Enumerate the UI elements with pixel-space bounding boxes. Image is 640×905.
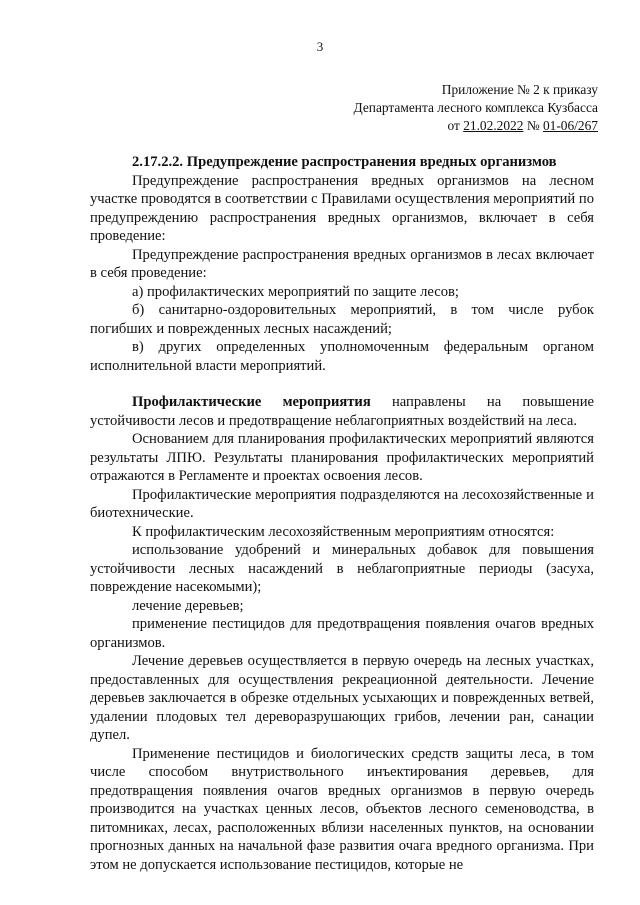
date-prefix: от (447, 118, 460, 133)
paragraph-10: использование удобрений и минеральных добавок для повышения устойчивости лесных насаждений в неблагоприятные периоды (засуха, повреждение насекомыми); (90, 542, 594, 595)
document-body (90, 153, 594, 874)
paragraph-13: Лечение деревьев осуществляется в первую очередь на лесных участках, предоставленных для осуществления рекреационной деятельности. Лечение деревьев заключается в обрезке отдельных усыхающих и поврежденных ветвей, удалении плодовых тел дереворазрушающих грибов, лечении ран, санации дупел. (90, 653, 594, 743)
paragraph-1: Предупреждение распространения вредных организмов на лесном участке проводятся в соответствии с Правилами осуществления мероприятий по предупреждению распространения вредных организмов, включает в себя проведение: (90, 172, 594, 244)
bold-term: Профилактические мероприятия (132, 394, 371, 410)
section-title: 2.17.2.2. Предупреждение распространения вредных организмов (132, 154, 557, 170)
paragraph-2: Предупреждение распространения вредных организмов в лесах включает в себя проведение: (90, 246, 594, 281)
paragraph-7: Основанием для планирования профилактических мероприятий являются результаты ЛПЮ. Результаты планирования профилактических мероприятий отражаются в Регламенте и проектах освоения лесов. (90, 431, 594, 484)
paragraph-6 (90, 393, 594, 430)
header-line-3 (354, 117, 598, 135)
order-date: 21.02.2022 (463, 118, 524, 133)
list-item-c: в) других определенных уполномоченным федеральным органом исполнительной власти мероприятий. (90, 339, 594, 374)
list-item-b: б) санитарно-оздоровительных мероприятий, в том числе рубок погибших и поврежденных лесных насаждений; (90, 302, 594, 337)
paragraph-11: лечение деревьев; (132, 597, 244, 614)
order-number: 01-06/267 (542, 118, 598, 133)
paragraph-14: Применение пестицидов и биологических средств защиты леса, в том числе способом внутриствольного инъектирования деревьев, для предотвращения появления очагов вредных организмов в первую очередь производится на участках ценных лесов, объектов лесного семеноводства, в питомниках, лесах, расположенных вблизи населенных пунктов, на основании прогнозных данных на начальной фазе развития очага вредного организма. При этом не допускается использование пестицидов, которые не (90, 745, 594, 873)
appendix-header (354, 81, 598, 135)
header-line-2: Департамента лесного комплекса Кузбасса (353, 100, 598, 115)
page-number: 3 (316, 39, 324, 54)
number-prefix: № (526, 118, 540, 133)
paragraph-9: К профилактическим лесохозяйственным мероприятиям относятся: (132, 523, 555, 540)
paragraph-8: Профилактические мероприятия подразделяются на лесохозяйственные и биотехнические. (90, 486, 594, 521)
paragraph-6-text: направлены на повышение устойчивости лесов и предотвращение неблагоприятных воздействий на леса. (90, 394, 594, 429)
header-line-1: Приложение № 2 к приказу (441, 82, 598, 97)
paragraph-12: применение пестицидов для предотвращения появления очагов вредных организмов. (90, 616, 594, 651)
list-item-a: а) профилактических мероприятий по защите лесов; (132, 283, 459, 300)
